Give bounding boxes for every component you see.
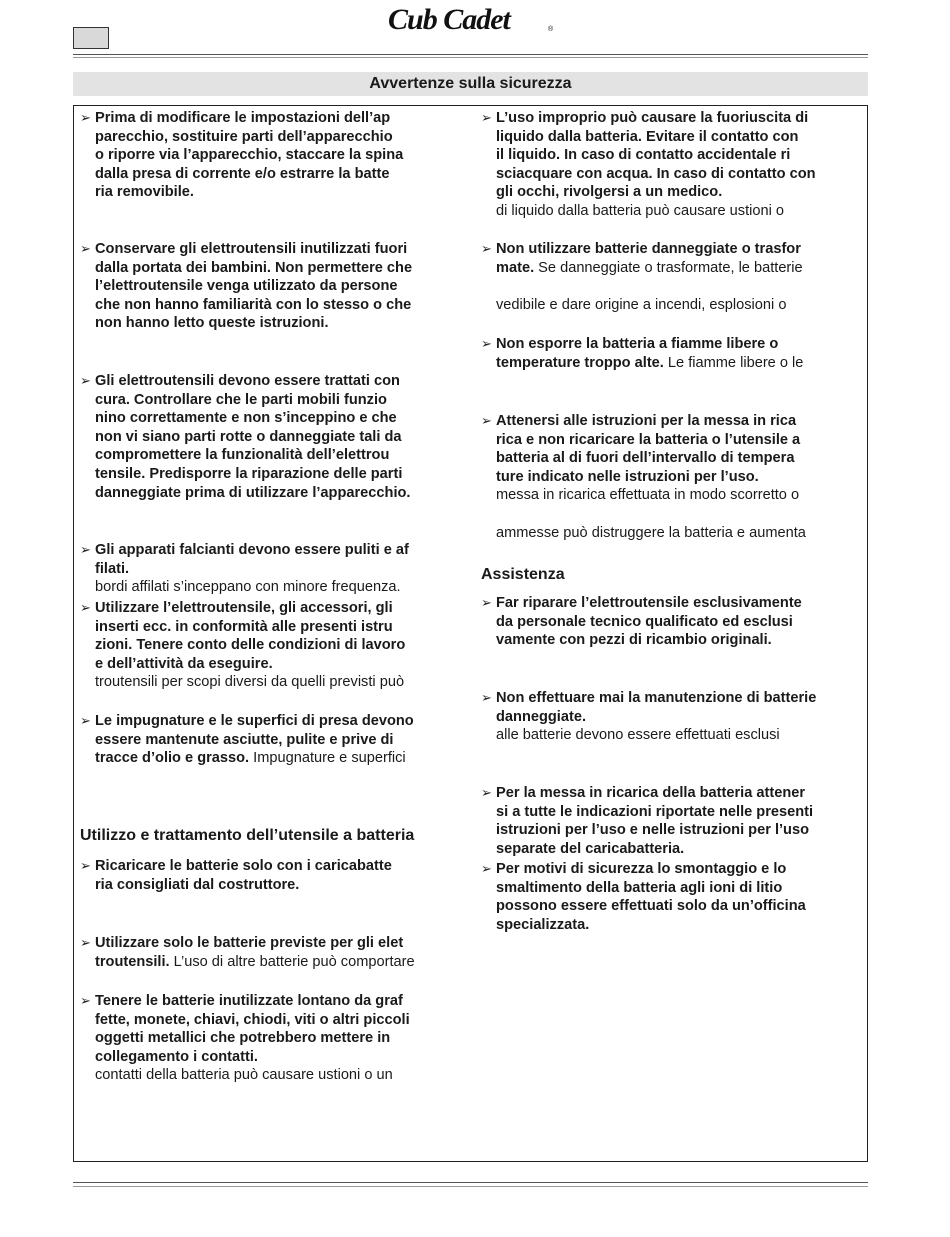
text-line: Gli apparati falcianti devono essere puliti e af [95,542,409,558]
left-item-1 [80,109,462,202]
bullet-arrow-icon: ➢ [481,861,492,876]
svg-text:Cub Cadet: Cub Cadet [388,3,510,36]
text-line: sciacquare con acqua. In caso di contatto con [496,165,816,182]
text-line: essere mantenute asciutte, pulite e prive di [95,731,394,748]
bullet-arrow-icon: ➢ [80,542,91,557]
text-line: Ricaricare le batterie solo con i caricabatte [95,858,392,874]
text-line: ammesse può distruggere la batteria e aumenta [496,524,806,541]
text-line: specializzata. [496,916,590,933]
text-line: danneggiate. [496,708,587,725]
cub-cadet-logo [386,2,558,36]
text-line: L’uso improprio può causare la fuoriuscita di [496,110,809,126]
bullet-arrow-icon: ➢ [481,241,492,256]
bullet-arrow-icon: ➢ [481,595,492,610]
text-line: di liquido dalla batteria può causare ustioni o [496,202,785,219]
text-normal: Impugnature e superfici [249,750,406,767]
text-line: batteria al di fuori dell’intervallo di tempera [496,450,795,467]
text-line: Conservare gli elettroutensili inutilizzati fuori [95,241,408,257]
text-line: gli occhi, rivolgersi a un medico. [496,184,723,201]
bullet-arrow-icon: ➢ [481,785,492,800]
header-rule [73,54,868,55]
header-rule-thin [73,57,868,58]
bullet-arrow-icon: ➢ [80,993,91,1008]
text-line: cura. Controllare che le parti mobili funzio [95,391,387,408]
right-item-4 [481,412,863,542]
text-line: messa in ricarica effettuata in modo scorretto o [496,487,800,504]
left-item-8 [80,934,462,971]
text-line [496,354,863,373]
bullet-arrow-icon: ➢ [80,110,91,125]
text-line: Gli elettroutensili devono essere trattati con [95,373,400,389]
bullet-arrow-icon: ➢ [481,336,492,351]
text-line: inserti ecc. in conformità alle presenti istru [95,618,393,635]
text-line: si a tutte le indicazioni riportate nelle presenti [496,803,814,820]
text-line: smaltimento della batteria agli ioni di litio [496,879,783,896]
text-line: compromettere la funzionalità dell’elettrou [95,447,390,464]
left-item-7 [80,857,462,894]
text-bold: mate. [496,259,535,276]
right-item-7 [481,784,863,858]
text-line: Prima di modificare le impostazioni dell’ap [95,110,391,126]
text-line: Non effettuare mai la manutenzione di batterie [496,690,817,706]
bullet-arrow-icon: ➢ [481,413,492,428]
text-line: bordi affilati s’inceppano con minore frequenza. [95,579,401,596]
text-line: da personale tecnico qualificato ed esclusi [496,613,793,630]
text-line: Per la messa in ricarica della batteria attener [496,785,806,801]
text-line: Utilizzare l’elettroutensile, gli accessori, gli [95,600,393,616]
text-line: l’elettroutensile venga utilizzato da persone [95,278,398,295]
left-item-3 [80,372,462,502]
text-line: parecchio, sostituire parti dell’apparecchio [95,128,393,145]
left-item-4 [80,541,462,597]
text-line: che non hanno familiarità con lo stesso o che [95,296,412,313]
text-line: possono essere effettuati solo da un’officina [496,898,806,915]
text-bold: temperature troppo alte. [496,354,664,371]
text-line: ria consigliati dal costruttore. [95,876,300,893]
text-normal: L’uso di altre batterie può comportare [169,953,415,970]
text-line: fette, monete, chiavi, chiodi, viti o altri piccoli [95,1011,410,1028]
left-item-5 [80,599,462,692]
text-line [496,505,863,524]
text-line [95,953,462,972]
text-line: rica e non ricaricare la batteria o l’utensile a [496,431,801,448]
text-normal: Le fiamme libere o le [663,354,804,371]
right-item-2 [481,240,863,314]
text-line: liquido dalla batteria. Evitare il contatto con [496,128,799,145]
text-line: nino correttamente e non s’inceppino e che [95,410,397,427]
text-line: Attenersi alle istruzioni per la messa in rica [496,413,797,429]
text-line: Non utilizzare batterie danneggiate o trasfor [496,241,801,257]
text-line: Utilizzare solo le batterie previste per gli elet [95,935,404,951]
left-section-heading: Utilizzo e trattamento dell’utensile a batteria [80,827,415,844]
bullet-arrow-icon: ➢ [80,600,91,615]
text-line: troutensili per scopi diversi da quelli previsti può [95,674,405,691]
right-item-3 [481,335,863,372]
bullet-arrow-icon: ➢ [80,373,91,388]
text-line [496,259,863,278]
text-line [496,277,863,296]
text-bold: troutensili. [95,953,170,970]
right-item-6 [481,689,863,745]
text-line: dalla portata dei bambini. Non permettere che [95,259,413,276]
right-section-heading: Assistenza [481,566,565,583]
text-line: Per motivi di sicurezza lo smontaggio e lo [496,861,787,877]
text-line: oggetti metallici che potrebbero mettere in [95,1030,391,1047]
left-item-9 [80,992,462,1085]
bullet-arrow-icon: ➢ [80,241,91,256]
text-line: alle batterie devono essere effettuati esclusi [496,727,780,744]
text-line: vedibile e dare origine a incendi, esplosioni o [496,296,787,313]
bullet-arrow-icon: ➢ [481,690,492,705]
footer-rule-thin [73,1186,868,1187]
left-item-6 [80,712,462,768]
text-line: o riporre via l’apparecchio, staccare la spina [95,147,404,164]
left-item-2 [80,240,462,333]
section-title: Avvertenze sulla sicurezza [369,75,572,92]
text-line: Tenere le batterie inutilizzate lontano da graf [95,993,403,1009]
text-line: danneggiate prima di utilizzare l’apparecchio. [95,484,411,501]
text-line [95,749,462,768]
section-title-banner [73,72,868,96]
text-line: separate del caricabatteria. [496,840,685,857]
text-line: ture indicato nelle istruzioni per l’uso. [496,468,759,485]
text-line: Le impugnature e le superfici di presa devono [95,713,414,729]
text-line: ria removibile. [95,184,194,201]
text-line: istruzioni per l’uso e nelle istruzioni per l’uso [496,822,810,839]
text-line: vamente con pezzi di ricambio originali. [496,632,772,649]
bullet-arrow-icon: ➢ [80,935,91,950]
footer-rule [73,1182,868,1183]
text-line: tensile. Predisporre la riparazione delle parti [95,465,403,482]
text-line: contatti della batteria può causare ustioni o un [95,1067,393,1084]
bullet-arrow-icon: ➢ [481,110,492,125]
text-line: Far riparare l’elettroutensile esclusivamente [496,595,802,611]
right-item-1 [481,109,863,221]
text-line: non hanno letto queste istruzioni. [95,315,329,332]
right-item-5 [481,594,863,650]
text-line: zioni. Tenere conto delle condizioni di lavoro [95,637,406,654]
text-line: e dell’attività da eseguire. [95,655,273,672]
text-line: non vi siano parti rotte o danneggiate tali da [95,428,402,445]
svg-text:®: ® [548,26,554,33]
text-bold: tracce d’olio e grasso. [95,750,250,767]
right-item-8 [481,860,863,934]
text-line: collegamento i contatti. [95,1048,258,1065]
text-line: il liquido. In caso di contatto accidentale ri [496,147,791,164]
text-line: Non esporre la batteria a fiamme libere o [496,336,779,352]
bullet-arrow-icon: ➢ [80,713,91,728]
page-number-box [73,27,109,49]
text-line: dalla presa di corrente e/o estrarre la batte [95,165,390,182]
text-normal: Se danneggiate o trasformate, le batterie [534,259,803,276]
text-line: filati. [95,560,130,577]
bullet-arrow-icon: ➢ [80,858,91,873]
